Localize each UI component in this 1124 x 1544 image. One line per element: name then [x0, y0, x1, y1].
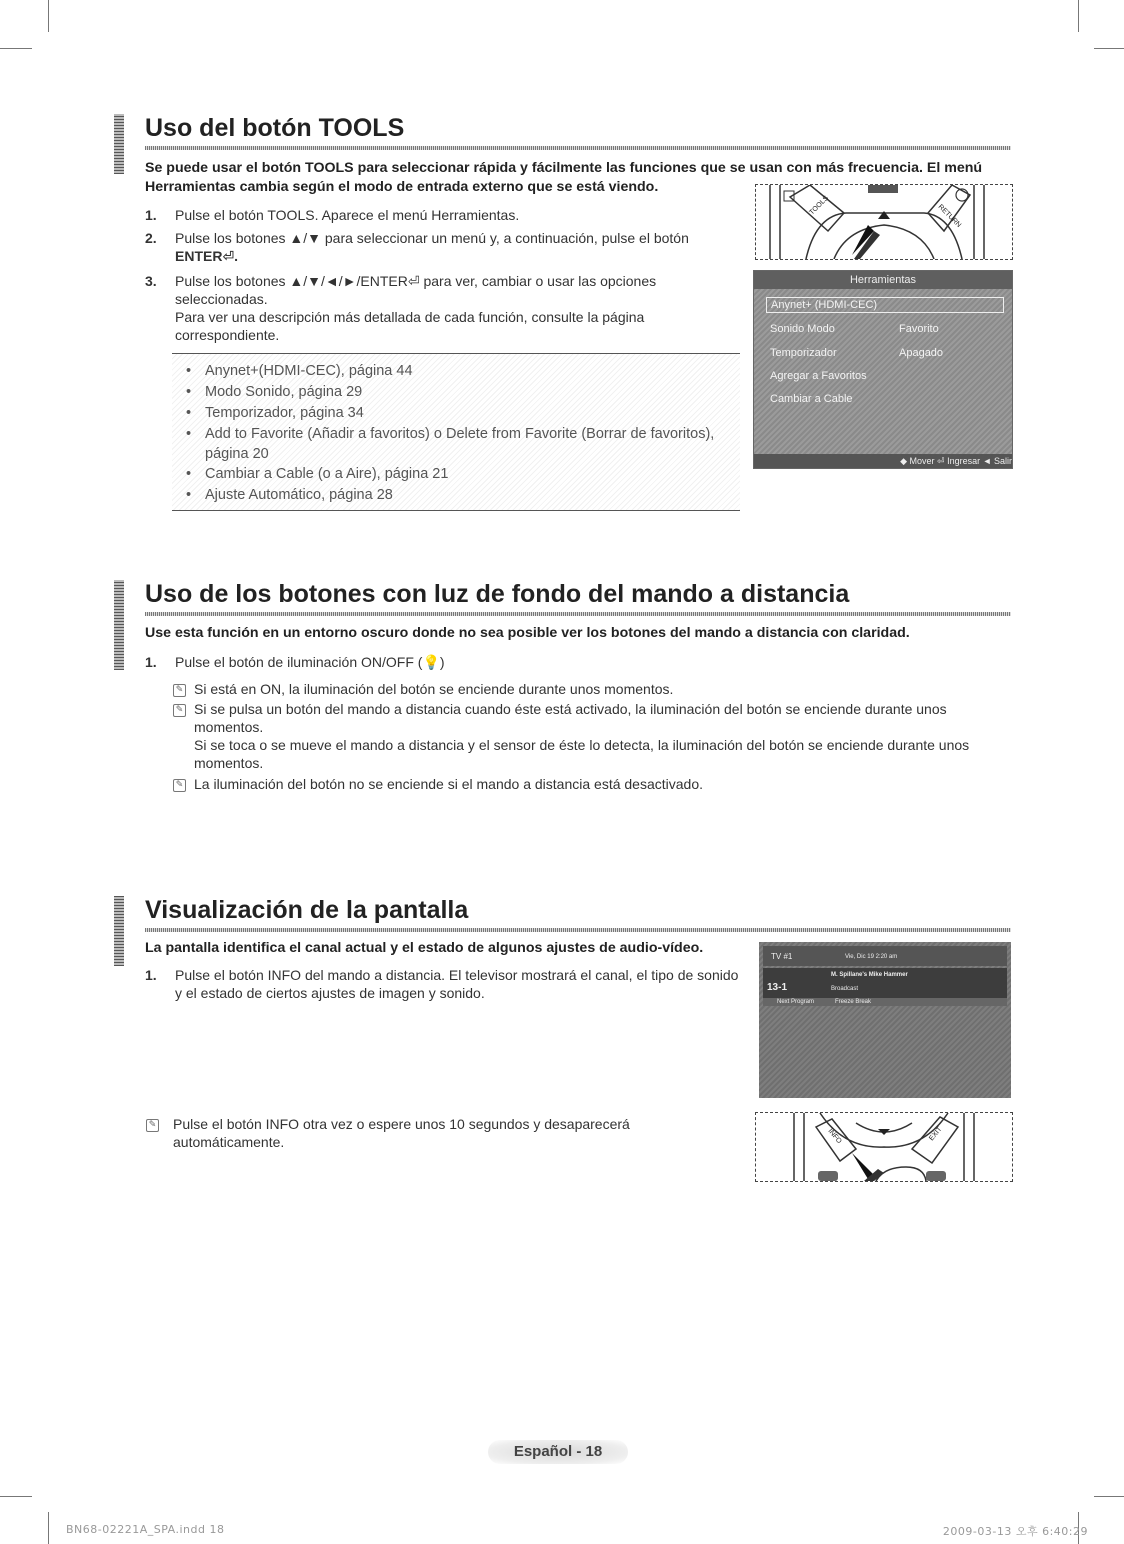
info-next: Next Program	[777, 999, 815, 1005]
remote-illustration	[756, 1113, 1012, 1181]
section-intro: Se puede usar el botón TOOLS para seleccionar rápida y fácilmente las funciones que se usan con más frecuencia. El menú	[145, 160, 983, 176]
menu-row: Temporizador	[770, 347, 837, 359]
note-text: automáticamente.	[173, 1134, 285, 1150]
note-icon: ✎	[173, 684, 186, 697]
note-text: La iluminación del botón no se enciende si el mando a distancia está desactivado.	[194, 776, 703, 792]
step-text: Pulse los botones ▲/▼/◄/►/ENTER⏎ para ver, cambiar o usar las opciones	[175, 273, 657, 289]
imprint-left: BN68-02221A_SPA.indd 18	[66, 1523, 225, 1536]
imprint-right: 2009-03-13 오후 6:40:29	[942, 1525, 1088, 1538]
crop-mark	[48, 1512, 49, 1544]
info-screen-screenshot	[759, 942, 1011, 1098]
menu-header: Herramientas	[754, 271, 1012, 289]
note-icon: ✎	[173, 704, 186, 717]
crop-mark	[1078, 0, 1079, 32]
menu-row: Cambiar a Cable	[770, 393, 853, 405]
remote-info-diagram	[755, 1112, 1013, 1182]
step-text: Pulse los botones ▲/▼ para seleccionar un menú y, a continuación, pulse el botón	[175, 230, 689, 246]
exit-label: EXIT	[928, 1125, 944, 1143]
step-1	[145, 206, 745, 224]
step-number: 1.	[145, 967, 157, 983]
step-text: Pulse el botón INFO del mando a distancia. El televisor mostrará el canal, el tipo de sonido	[175, 967, 739, 983]
note-text: Si está en ON, la iluminación del botón se enciende durante unos momentos.	[194, 681, 674, 697]
info-sub: Broadcast	[831, 986, 859, 992]
step-number: 1.	[145, 207, 157, 223]
section-title: Uso del botón TOOLS	[145, 114, 405, 142]
tools-menu-screenshot	[753, 270, 1013, 469]
step-text: ENTER⏎.	[175, 248, 239, 264]
step-number: 2.	[145, 230, 157, 246]
menu-row-value: Favorito	[899, 323, 939, 335]
crop-mark	[1094, 48, 1124, 49]
section-rule	[145, 928, 1011, 932]
references-box: • Anynet+(HDMI-CEC), página 44 • Modo Sonido, página 29 • Temporizador, página 34 • Add to Favorite (Añadir a favoritos) o Delete from Favorite (Borrar de favoritos), página 20 • Cambiar a Cable (o a Aire), página 21 • Ajuste Automático, página 28	[172, 353, 740, 511]
step-text: seleccionadas.	[175, 291, 268, 307]
info-channel: 13-1	[767, 982, 788, 993]
step-number: 1.	[145, 654, 157, 670]
info-date: Vie, Dic 19 2:20 am	[845, 954, 898, 960]
step-1	[145, 653, 745, 671]
info-label: INFO	[826, 1127, 843, 1146]
note-icon: ✎	[173, 779, 186, 792]
section-title: Uso de los botones con luz de fondo del mando a distancia	[145, 580, 850, 608]
return-label: RETURN	[936, 203, 963, 230]
step-text: Para ver una descripción más detallada de cada función, consulte la página	[175, 309, 645, 325]
tools-label: TOOLS	[808, 194, 831, 217]
remote-tools-diagram	[755, 184, 1013, 260]
section-marker	[114, 580, 124, 670]
menu-row-value: Apagado	[899, 347, 944, 359]
step-text: correspondiente.	[175, 327, 280, 343]
info-program-title: M. Spillane's Mike Hammer	[831, 972, 908, 978]
step-2	[145, 229, 745, 267]
section-marker	[114, 114, 124, 174]
section-marker	[114, 896, 124, 966]
step-text: y el estado de ciertos ajustes de imagen y sonido.	[175, 985, 485, 1001]
menu-row-selected: Anynet+ (HDMI-CEC)	[766, 297, 1004, 313]
info-freeze: Freeze Break	[835, 999, 872, 1005]
note-text: momentos.	[194, 755, 264, 771]
note-text: Pulse el botón INFO otra vez o espere unos 10 segundos y desaparecerá	[173, 1116, 630, 1132]
reference-item: • Add to Favorite (Añadir a favoritos) o Delete from Favorite (Borrar de favoritos), página 20	[186, 426, 715, 462]
crop-mark	[0, 1496, 32, 1497]
step-text: Pulse el botón de iluminación ON/OFF (💡)	[175, 654, 445, 670]
note-text: Si se pulsa un botón del mando a distancia cuando éste está activado, la iluminación del botón se enciende durante unos	[194, 701, 947, 717]
section-intro: Herramientas cambia según el modo de entrada externo que se está viendo.	[145, 179, 659, 195]
menu-row: Sonido Modo	[770, 323, 835, 335]
step-3	[145, 272, 745, 346]
step-text: Pulse el botón TOOLS. Aparece el menú Herramientas.	[175, 207, 520, 223]
section-title: Visualización de la pantalla	[145, 896, 469, 924]
section-intro: Use esta función en un entorno oscuro donde no sea posible ver los botones del mando a distancia con claridad.	[145, 625, 910, 641]
crop-mark	[48, 0, 49, 32]
crop-mark	[1094, 1496, 1124, 1497]
section-rule	[145, 146, 1011, 150]
info-tv-label: TV #1	[771, 952, 793, 961]
menu-row: Agregar a Favoritos	[770, 370, 867, 382]
note-text: Si se toca o se mueve el mando a distancia y el sensor de éste lo detecta, la iluminación del botón se enciende durante unos	[194, 737, 970, 753]
section-intro: La pantalla identifica el canal actual y el estado de algunos ajustes de audio-vídeo.	[145, 940, 704, 956]
menu-footer: ◆ Mover ⏎ Ingresar ◄ Salir	[754, 454, 1012, 468]
remote-illustration	[756, 185, 1012, 259]
step-1	[145, 966, 755, 1004]
section-rule	[145, 612, 1011, 616]
page-number-badge: Español - 18	[488, 1440, 628, 1464]
crop-mark	[0, 48, 32, 49]
note-icon: ✎	[146, 1119, 159, 1132]
step-number: 3.	[145, 273, 157, 289]
note-text: momentos.	[194, 719, 264, 735]
